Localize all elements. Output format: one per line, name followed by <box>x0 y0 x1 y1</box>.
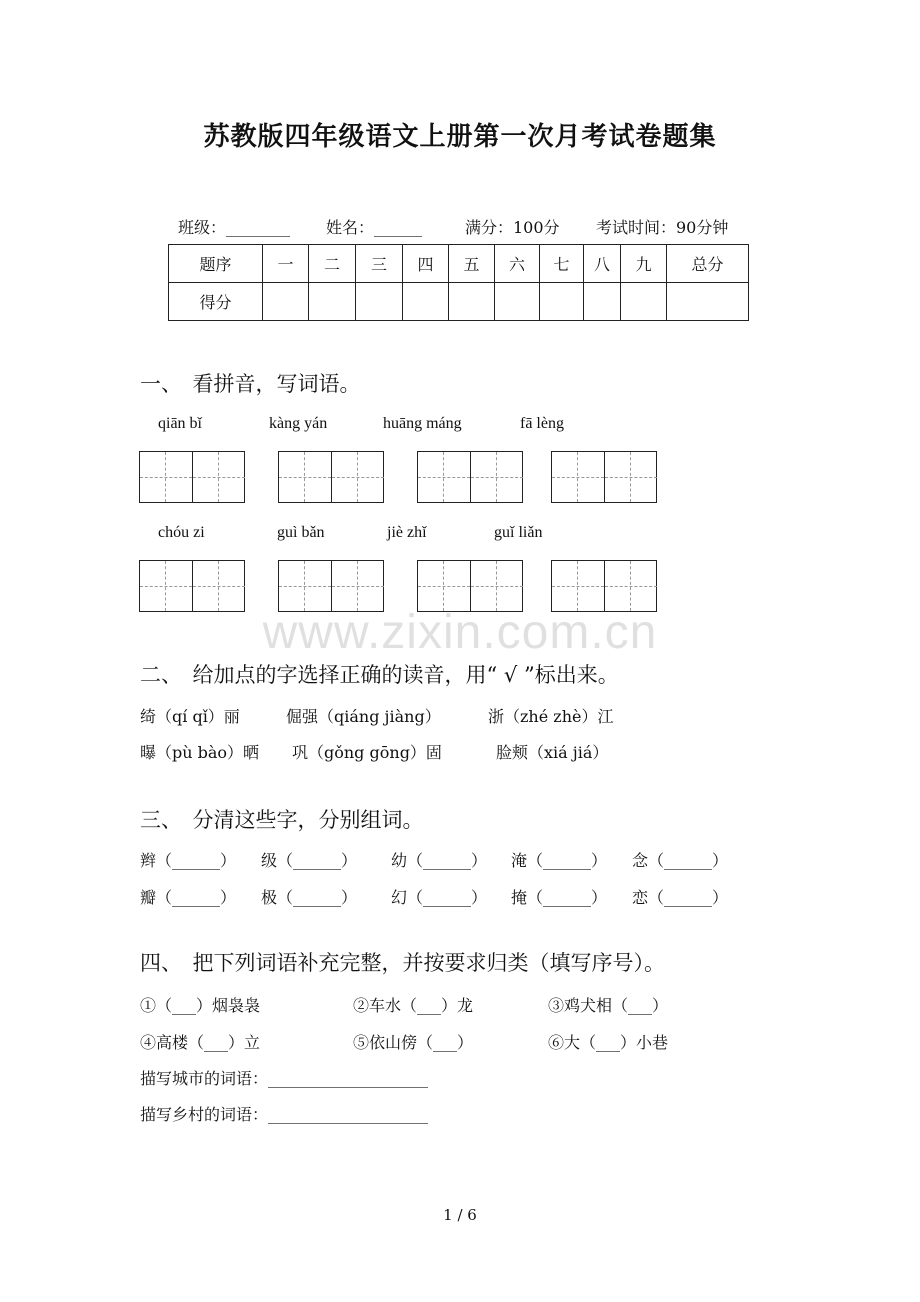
score-header-cell: 七 <box>540 245 584 283</box>
score-header-cell: 题序 <box>169 245 263 283</box>
word-item: 极（______） <box>261 888 358 907</box>
score-header-cell: 六 <box>495 245 540 283</box>
score-cell[interactable] <box>403 283 449 321</box>
score-header-cell: 五 <box>449 245 495 283</box>
pinyin-label: kàng yán <box>269 415 328 432</box>
word-item: 瓣（______） <box>140 888 237 907</box>
writing-grid[interactable] <box>551 451 657 503</box>
score-cell[interactable] <box>356 283 403 321</box>
score-cell[interactable] <box>309 283 356 321</box>
score-table-score-row <box>169 283 749 321</box>
idiom-item: ⑤依山傍（___） <box>353 1033 474 1052</box>
score-cell[interactable] <box>540 283 584 321</box>
village-words-line: 描写乡村的词语：____________________ <box>140 1105 429 1124</box>
score-header-cell: 四 <box>403 245 449 283</box>
score-header-cell: 九 <box>621 245 667 283</box>
score-header-cell: 一 <box>263 245 309 283</box>
writing-grid[interactable] <box>278 451 384 503</box>
score-table <box>168 244 749 321</box>
reading-item: 倔强（qiáng jiàng） <box>286 707 441 726</box>
section2-heading: 二、 给加点的字选择正确的读音，用“ √ ”标出来。 <box>140 663 619 687</box>
reading-item: 脸颊（xiá jiá） <box>496 743 609 762</box>
idiom-item: ④高楼（___）立 <box>140 1033 261 1052</box>
idiom-item: ①（___）烟袅袅 <box>140 996 261 1015</box>
word-item: 淹（______） <box>511 851 608 870</box>
watermark: www.zixin.com.cn <box>262 606 658 659</box>
writing-grid[interactable] <box>417 451 523 503</box>
score-table-header-row <box>169 245 749 283</box>
score-header-cell: 三 <box>356 245 403 283</box>
score-header-cell: 总分 <box>667 245 749 283</box>
word-item: 级（______） <box>261 851 358 870</box>
reading-item: 曝（pù bào）晒 <box>140 743 260 762</box>
pinyin-label: fā lèng <box>520 415 564 432</box>
score-cell[interactable] <box>495 283 540 321</box>
pinyin-label: jiè zhǐ <box>387 524 427 541</box>
page-title: 苏教版四年级语文上册第一次月考试卷题集 <box>203 122 717 152</box>
exam-time: 考试时间：90分钟 <box>596 218 729 237</box>
word-item: 掩（______） <box>511 888 608 907</box>
section1-heading: 一、 看拼音，写词语。 <box>140 372 361 396</box>
pinyin-label: chóu zi <box>158 524 205 541</box>
name-field: 姓名：______ <box>326 218 423 237</box>
reading-item: 绮（qí qǐ）丽 <box>140 707 240 726</box>
pinyin-label: huāng máng <box>383 415 462 432</box>
class-field: 班级：________ <box>178 218 291 237</box>
idiom-item: ②车水（___）龙 <box>353 996 474 1015</box>
page-number: 1 / 6 <box>443 1206 477 1224</box>
section4-heading: 四、 把下列词语补充完整，并按要求归类（填写序号）。 <box>140 951 665 975</box>
word-item: 恋（______） <box>632 888 729 907</box>
reading-item: 巩（gǒng gōng）固 <box>292 743 442 762</box>
score-cell[interactable] <box>621 283 667 321</box>
idiom-item: ⑥大（___）小巷 <box>548 1033 669 1052</box>
score-cell[interactable] <box>263 283 309 321</box>
word-item: 辫（______） <box>140 851 237 870</box>
word-item: 幼（______） <box>391 851 488 870</box>
score-header-cell: 八 <box>584 245 621 283</box>
score-header-cell: 二 <box>309 245 356 283</box>
score-cell[interactable] <box>667 283 749 321</box>
score-row-label: 得分 <box>169 283 263 321</box>
city-words-line: 描写城市的词语：____________________ <box>140 1069 429 1088</box>
writing-grid[interactable] <box>139 451 245 503</box>
score-cell[interactable] <box>584 283 621 321</box>
pinyin-label: qiān bǐ <box>158 415 202 432</box>
reading-item: 浙（zhé zhè）江 <box>488 707 614 726</box>
word-item: 幻（______） <box>391 888 488 907</box>
score-cell[interactable] <box>449 283 495 321</box>
pinyin-label: guǐ liǎn <box>494 524 543 541</box>
section3-heading: 三、 分清这些字，分别组词。 <box>140 808 424 832</box>
full-score: 满分：100分 <box>465 218 560 237</box>
word-item: 念（______） <box>632 851 729 870</box>
idiom-item: ③鸡犬相（___） <box>548 996 669 1015</box>
pinyin-label: guì bǎn <box>277 524 325 541</box>
